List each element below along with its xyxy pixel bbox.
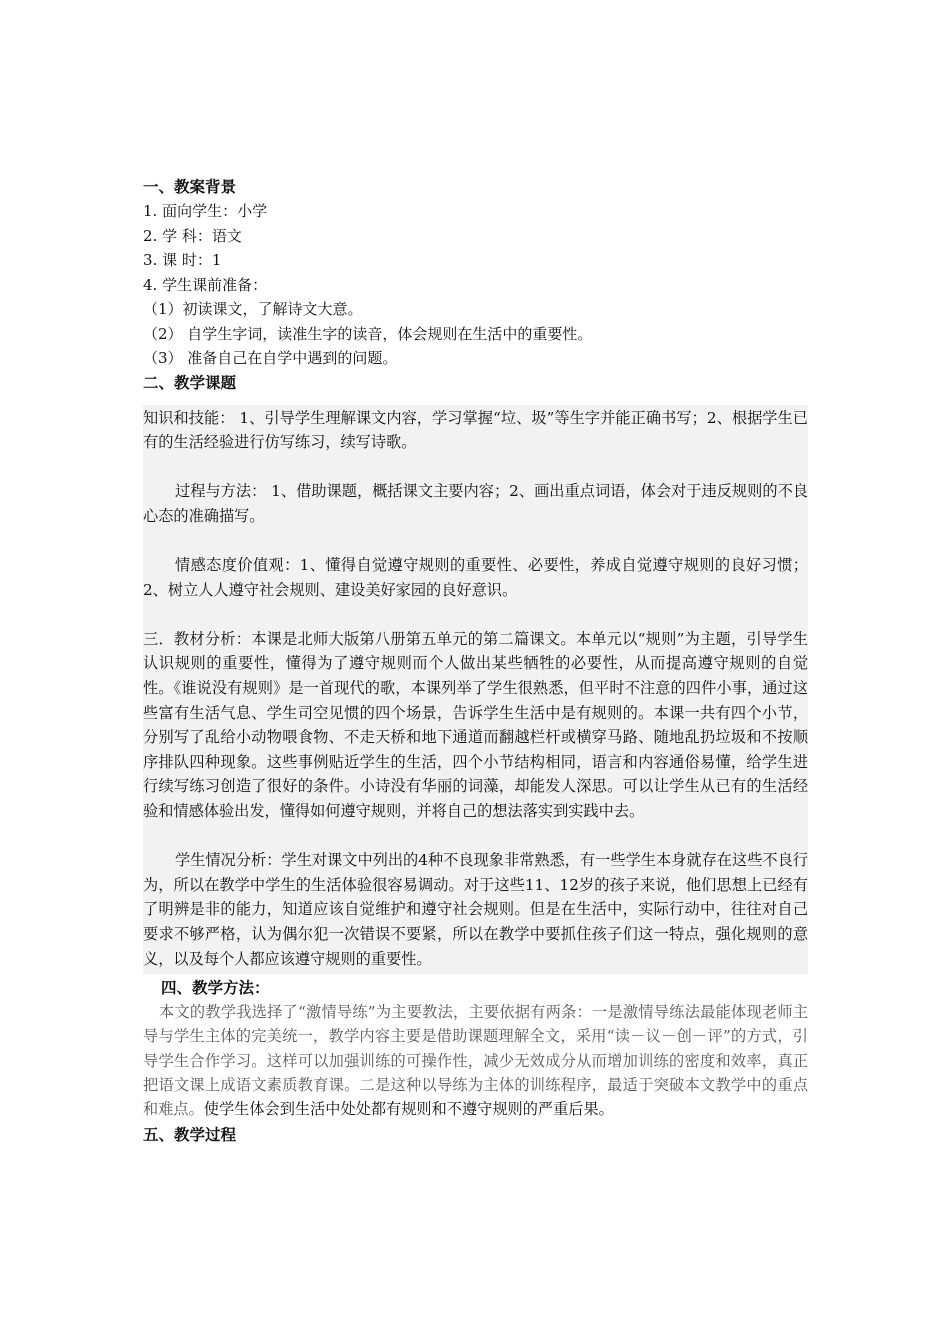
background-item-preparation: 4. 学生课前准备：: [143, 275, 268, 294]
methods-text: 本文的教学我选择了“激情导练”为主要教法，主要依据有两条：一是激情导练法最能体现老师主导与学生主体的完美统一，教学内容主要是借助课题理解全文，采用“读－议－创－评”的方式，引导学生合作学习。这样可以加强训练的可操作性，减少无效成分从而增加训练的密度和效率，真正把语文课上成语文素质教育课。二是这种以导练为主体的训练程序，最适于突破本文教学中的重点和难点。: [143, 1003, 808, 1119]
methods-paragraph: [143, 1000, 808, 1121]
student-analysis: 学生情况分析：学生对课文中列出的4种不良现象非常熟悉，有一些学生本身就存在这些不良行为，所以在教学中学生的生活体验很容易调动。对于这些11、12岁的孩子来说，他们思想上已经有了明辨是非的能力，知道应该自觉维护和遵守社会规则。但是在生活中，实际行动中，往往对自己要求不够严格，认为偶尔犯一次错误不要紧，所以在教学中要抓住孩子们这一特点，强化规则的意义，以及每个人都应该遵守规则的重要性。: [143, 851, 808, 968]
section-heading-methods: 四、教学方法：: [161, 979, 270, 998]
background-item-students: 1. 面向学生：小学: [143, 202, 268, 220]
document-page: [143, 175, 808, 1147]
section-heading-process: 五、教学过程: [143, 1125, 237, 1144]
preparation-step-3: （3） 准备自己在自学中遇到的问题。: [143, 349, 398, 367]
goal-knowledge-skills: 知识和技能： 1、引导学生理解课文内容，学习掌握“垃、圾”等生字并能正确书写；2、根据学生已有的生活经验进行仿写练习，续写诗歌。: [143, 408, 808, 452]
background-item-subject: 2. 学 科：语文: [143, 226, 242, 245]
topic-shaded-block: [143, 405, 808, 975]
section-heading-topic: 二、教学课题: [143, 373, 237, 392]
background-item-hours: 3. 课 时：1: [143, 251, 222, 269]
preparation-step-1: （1）初读课文，了解诗文大意。: [143, 300, 363, 318]
section-heading-background: 一、教案背景: [143, 178, 237, 196]
methods-text-emphasis: 使学生体会到生活中处处都有规则和不遵守规则的严重后果。: [203, 1100, 614, 1119]
preparation-step-2: （2） 自学生字词，读准生字的读音，体会规则在生活中的重要性。: [143, 324, 593, 343]
goal-process-methods: 过程与方法： 1、借助课题，概括课文主要内容；2、画出重点词语，体会对于违反规则的不良心态的准确描写。: [143, 482, 808, 525]
goal-emotion-values: 情感态度价值观：1、懂得自觉遵守规则的重要性、必要性，养成自觉遵守规则的良好习惯；2、树立人人遵守社会规则、建设美好家园的良好意识。: [143, 556, 808, 599]
textbook-analysis: 三．教材分析：本课是北师大版第八册第五单元的第二篇课文。本单元以“规则”为主题，引导学生认识规则的重要性，懂得为了遵守规则而个人做出某些牺牲的必要性，从而提高遵守规则的自觉性。《谁说没有规则》是一首现代的歌，本课列举了学生很熟悉，但平时不注意的四件小事，通过这些富有生活气息、学生司空见惯的四个场景，告诉学生生活中是有规则的。本课一共有四个小节，分别写了乱给小动物喂食物、不走天桥和地下通道而翻越栏杆或横穿马路、随地乱扔垃圾和不按顺序排队四种现象。这些事例贴近学生的生活，四个小节结构相同，语言和内容通俗易懂，给学生进行续写练习创造了很好的条件。小诗没有华丽的词藻，却能发人深思。可以让学生从已有的生活经验和情感体验出发，懂得如何遵守规则，并将自己的想法落实到实践中去。: [143, 629, 808, 820]
